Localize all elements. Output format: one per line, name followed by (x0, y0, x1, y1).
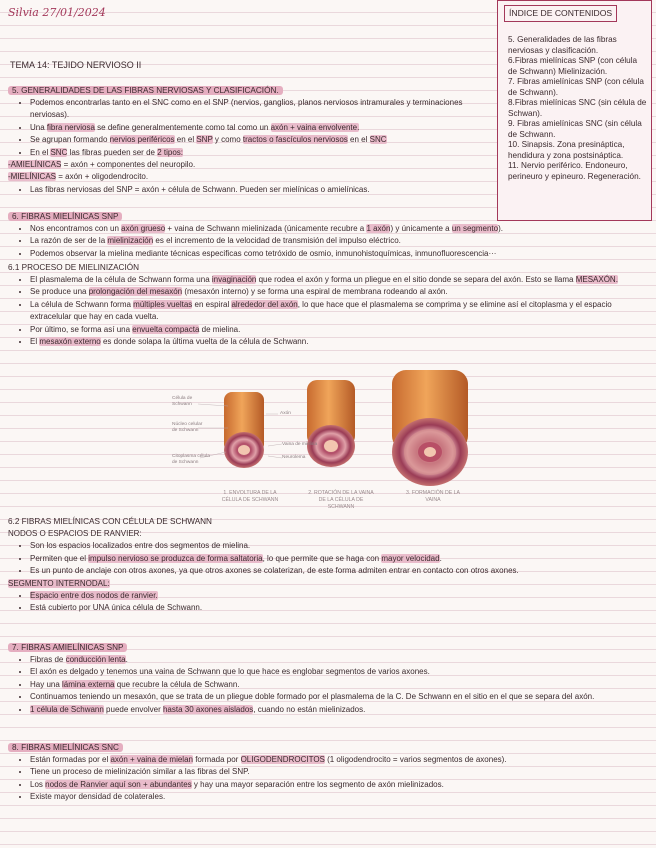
figure-label: Citoplasma célula de Schwann (172, 454, 210, 465)
list-item: • Están formadas por el axón + vaina de mielan formada por OLIGODENDROCITOS (1 oligodendrocito = varios segmentos de axones). (30, 754, 648, 766)
list-item: • El axón es delgado y tenemos una vaina de Schwann que lo que hace es englobar segmentos de varios axones. (30, 666, 608, 678)
list-item: • Espacio entre dos nodos de ranvier. (30, 590, 648, 602)
section-6 (8, 210, 648, 260)
toc-item: 6.Fibras mielínicas SNP (con célula de Schwann) Mielinización. (508, 56, 638, 76)
list-item: • Por último, se forma así una envuelta compacta de mielina. (30, 324, 636, 336)
list-item: • Una fibra nerviosa se define generalmentemente como tal como un axón + vaina envolvente. (30, 122, 496, 134)
table-of-contents (497, 0, 652, 221)
figure-label: Célula de Schwann (172, 396, 193, 407)
page-title: TEMA 14: TEJIDO NERVIOSO II (10, 60, 142, 70)
figure-caption: 3. FORMACIÓN DE LA VAINA (406, 490, 460, 503)
list-item: • Continuamos teniendo un mesaxón, que se trata de un pliegue doble formado por el plasmalema de la C. De Schwann en el sitio en el que se separa del axón. (30, 691, 608, 703)
figure-caption: 2. ROTACIÓN DE LA VAINA DE LA CÉLULA DE SCHWANN (308, 490, 374, 510)
list-item: • Los nodos de Ranvier aquí son + abundantes y hay una mayor separación entre los segmento de axón mielinizados. (30, 779, 648, 791)
figure-label: Axón (280, 411, 291, 416)
stage-2-fiber (307, 380, 355, 467)
myelination-figure (170, 366, 480, 510)
section-heading: 5. GENERALIDADES DE LAS FIBRAS NERVIOSAS Y CLASIFICACIÓN. (8, 84, 496, 97)
section-heading: 8. FIBRAS MIELÍNICAS SNC (8, 741, 648, 754)
section-heading: 7. FIBRAS AMIELÍNICAS SNP (8, 641, 608, 654)
subheading: SEGMENTO INTERNODAL: (8, 578, 110, 588)
list-item: • Fibras de conducción lenta. (30, 654, 608, 666)
list-item: • La razón de ser de la mielinización es el incremento de la velocidad de transmisión del impulso eléctrico. (30, 235, 648, 247)
toc-item: 10. Sinapsis. Zona presináptica, hendidura y zona postsináptica. (508, 140, 625, 160)
list-item: • En el SNC las fibras pueden ser de 2 tipos: (30, 147, 496, 159)
myelination-illustration (170, 366, 480, 502)
list-item: • El plasmalema de la célula de Schwann forma una invaginación que rodea el axón y forma un pliegue en el sitio donde se separa del axón. Esto se llama MESAXÓN. (30, 274, 636, 286)
figure-label: Neurolema (282, 455, 306, 460)
list-item: • Permiten que el impulso nervioso se produzca de forma saltatoria, lo que permite que se haga con mayor velocidad. (30, 553, 648, 565)
toc-item: 7. Fibras amielínicas SNP (con célula de Schwann). (508, 77, 644, 97)
list-item: -AMIELÍNICAS = axón + componentes del neuropilo. (8, 160, 196, 170)
list-item: • Las fibras nerviosas del SNP = axón + célula de Schwann. Pueden ser mielínicas o amielínicas. (30, 184, 496, 196)
section-6-1 (8, 261, 636, 348)
list-item: • Existe mayor densidad de colaterales. (30, 791, 648, 803)
toc-item: 11. Nervio periférico. Endoneuro, perineuro y epineuro. Regeneración. (508, 161, 641, 181)
subsection-heading: 6.2 FIBRAS MIELÍNICAS CON CÉLULA DE SCHWANN (8, 517, 212, 526)
section-5 (8, 84, 496, 196)
subheading: NODOS O ESPACIOS DE RANVIER: (8, 529, 142, 538)
section-7 (8, 641, 608, 716)
list-item: • Es un punto de anclaje con otros axones, ya que otros axones se colaterizan, de este forma admiten entrar en contacto con otros axones. (30, 565, 648, 577)
section-6-2 (8, 515, 648, 615)
toc-item: 8.Fibras mielínicas SNC (sin célula de Schwan). (508, 98, 647, 118)
toc-title: ÍNDICE DE CONTENIDOS (504, 5, 617, 22)
list-item: • Podemos encontrarlas tanto en el SNC como en el SNP (nervios, ganglios, planos nerviosos intramurales y terminaciones nerviosas). (30, 97, 496, 122)
stage-3-fiber (392, 370, 468, 486)
list-item: • La célula de Schwann forma múltiples vueltas en espiral alrededor del axón, lo que hace que el plasmalema se comprima y se elimine así el citoplasma y el espacio extracelular que hay en cada vuelta. (30, 299, 636, 324)
list-item: • Son los espacios localizados entre dos segmentos de mielina. (30, 540, 648, 552)
figure-caption: 1. ENVOLTURA DE LA CÉLULA DE SCHWANN (221, 490, 279, 503)
list-item: • Nos encontramos con un axón grueso + vaina de Schwann mielinizada (únicamente recubre a 1 axón) y únicamente a un segmento). (30, 223, 648, 235)
figure-label: Vaina de mielina (282, 442, 318, 447)
toc-item: 9. Fibras amielínicas SNC (sin célula de Schwann. (508, 119, 642, 139)
author-signature: Silvia 27/01/2024 (8, 6, 106, 19)
section-8 (8, 741, 648, 804)
list-item: • Está cubierto por UNA única célula de Schwann. (30, 602, 648, 614)
list-item: • Se agrupan formando nervios periféricos en el SNP y como tractos o fascículos nerviosos en el SNC (30, 134, 496, 146)
list-item: • Podemos observar la mielina mediante técnicas especificas como tetróxido de osmio, inmunohistoquímicas, inmunofluorescencia··· (30, 248, 648, 260)
list-item: • Se produce una prolongación del mesaxón (mesaxón interno) y se forma una espiral de membrana rodeando al axón. (30, 286, 636, 298)
list-item: • Tiene un proceso de mielinización similar a las fibras del SNP. (30, 766, 648, 778)
section-heading: 6. FIBRAS MIELÍNICAS SNP (8, 210, 648, 223)
list-item: • Hay una lámina externa que recubre la célula de Schwann. (30, 679, 608, 691)
list-item: • 1 célula de Schwann puede envolver hasta 30 axones aislados, cuando no están mielinizados. (30, 704, 608, 716)
list-item: -MIELÍNICAS = axón + oligodendrocito. (8, 172, 149, 182)
subsection-heading: 6.1 PROCESO DE MIELINIZACIÓN (8, 263, 140, 272)
stage-1-fiber (224, 392, 264, 468)
list-item: • El mesaxón externo es donde solapa la última vuelta de la célula de Schwann. (30, 336, 636, 348)
toc-item: 5. Generalidades de las fibras nerviosas y clasificación. (508, 35, 617, 55)
figure-label: Núcleo celular de Schwann (172, 422, 203, 433)
